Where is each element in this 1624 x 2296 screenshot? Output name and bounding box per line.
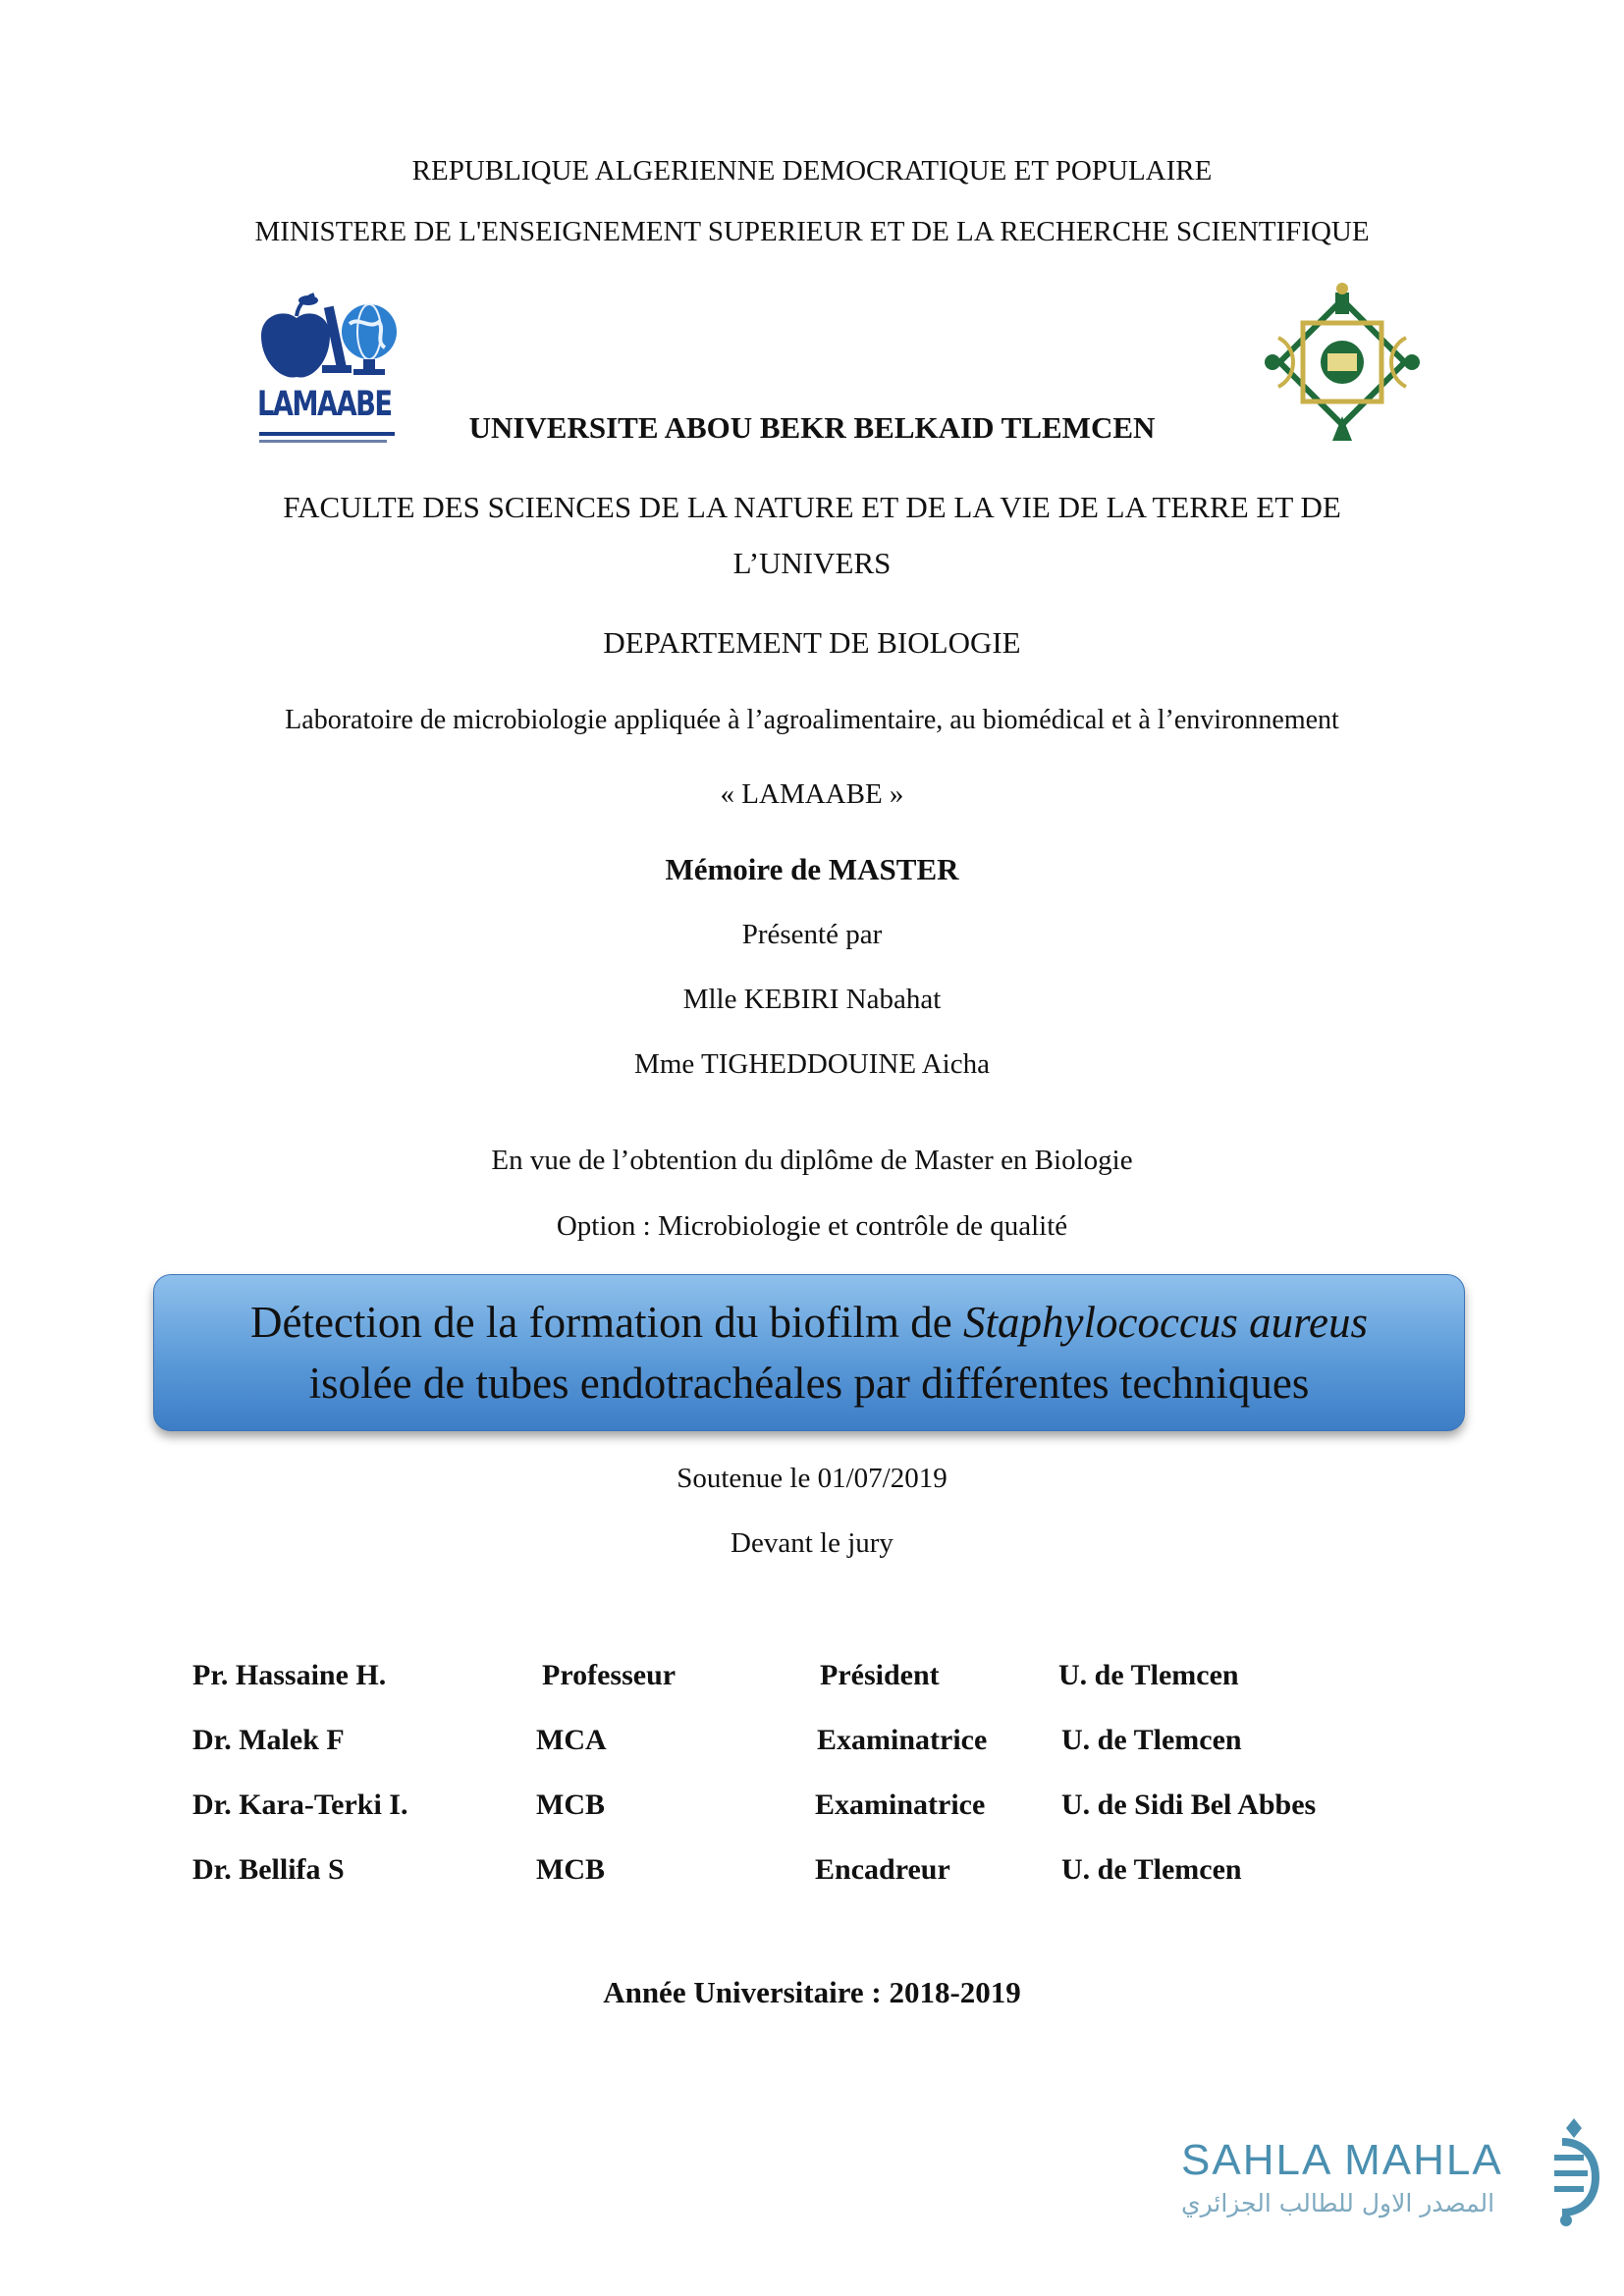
jury-member-grade: MCB — [536, 1853, 605, 1886]
jury-member-role: Examinatrice — [815, 1789, 986, 1821]
jury-member-role: Encadreur — [815, 1853, 950, 1886]
memoire-type: Mémoire de MASTER — [665, 852, 959, 886]
watermark-name: SAHLA MAHLA — [1181, 2136, 1503, 2184]
jury-member-grade: Professeur — [542, 1659, 677, 1691]
lamaabe-logo-text: LAMAABE — [257, 385, 392, 424]
faculty-line1: FACULTE DES SCIENCES DE LA NATURE ET DE LA VIE DE LA TERRE ET DE — [283, 490, 1341, 524]
thesis-title-prefix: Détection de la formation du biofilm de — [249, 1298, 964, 1347]
presented-by: Présenté par — [741, 919, 883, 950]
university-name: UNIVERSITE ABOU BEKR BELKAID TLEMCEN — [468, 410, 1156, 445]
jury-member-grade: MCA — [536, 1724, 607, 1756]
defense-date: Soutenue le 01/07/2019 — [677, 1463, 947, 1494]
thesis-title-species: Staphylococcus aureus — [963, 1298, 1369, 1347]
watermark-tagline: المصدر الاول للطالب الجزائري — [1181, 2189, 1495, 2217]
thesis-title-line2: isolée de tubes endotrachéales par différentes techniques — [308, 1359, 1310, 1408]
author-2: Mme TIGHEDDOUINE Aicha — [634, 1048, 990, 1080]
thesis-title-box — [153, 1274, 1465, 1431]
republic-header: REPUBLIQUE ALGERIENNE DEMOCRATIQUE ET POPULAIRE — [411, 155, 1213, 187]
jury-member-name: Dr. Bellifa S — [192, 1853, 345, 1886]
sahla-mahla-logo-icon — [1554, 2118, 1596, 2226]
ministry-header: MINISTERE DE L'ENSEIGNEMENT SUPERIEUR ET DE LA RECHERCHE SCIENTIFIQUE — [254, 216, 1370, 247]
jury-member-name: Dr. Kara-Terki I. — [192, 1789, 408, 1821]
faculty-line2: L’UNIVERS — [732, 546, 892, 580]
jury-member-name: Pr. Hassaine H. — [192, 1659, 387, 1691]
lab-acronym: « LAMAABE » — [720, 778, 904, 810]
jury-member-name: Dr. Malek F — [192, 1724, 345, 1756]
laboratory-name: Laboratoire de microbiologie appliquée à l’agroalimentaire, au biomédical et à l’environnement — [285, 705, 1339, 735]
department-name: DEPARTEMENT DE BIOLOGIE — [603, 625, 1021, 660]
degree-purpose: En vue de l’obtention du diplôme de Master en Biologie — [491, 1145, 1133, 1176]
jury-intro: Devant le jury — [731, 1527, 893, 1559]
degree-option: Option : Microbiologie et contrôle de qualité — [556, 1210, 1068, 1242]
thesis-title-line1 — [250, 1292, 1368, 1353]
jury-member-institution: U. de Tlemcen — [1061, 1853, 1242, 1886]
jury-member-grade: MCB — [536, 1789, 605, 1821]
author-1: Mlle KEBIRI Nabahat — [682, 984, 942, 1015]
academic-year: Année Universitaire : 2018-2019 — [603, 1975, 1021, 2009]
jury-member-institution: U. de Tlemcen — [1061, 1724, 1242, 1756]
jury-member-role: Président — [820, 1659, 940, 1691]
jury-member-institution: U. de Tlemcen — [1058, 1659, 1239, 1691]
jury-member-institution: U. de Sidi Bel Abbes — [1061, 1789, 1317, 1821]
jury-member-role: Examinatrice — [817, 1724, 988, 1756]
